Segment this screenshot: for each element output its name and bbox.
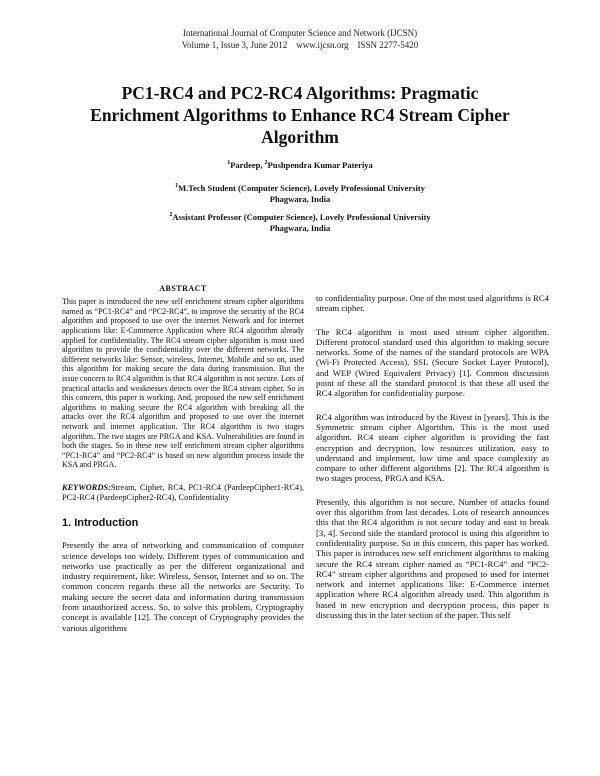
aff2-line1: Assistant Professor (Computer Science), Lovely Professional University (172, 211, 431, 222)
keywords-label: KEYWORDS: (62, 482, 111, 492)
journal-header (0, 27, 600, 51)
author-names (100, 158, 500, 171)
introduction-text: Presently the area of networking and communication of computer science develops too widely. Different types of communication and networks use practically as per the different organizational and industry requirement, like: Wireless, Sensor, Internet and so on. The common concern regards these all the networks are Security. To making secure the secret data and information during transmission from unauthorized access. So, to solve this problem, Cryptography concept is available [12]. The concept of Cryptography provides the various algorithms (62, 540, 304, 633)
left-column (62, 284, 304, 633)
introduction-heading: 1. Introduction (62, 516, 139, 529)
abstract-heading: ABSTRACT (159, 284, 207, 293)
affiliation-1 (100, 181, 500, 205)
aff2-sup: 2 (169, 212, 173, 218)
keywords-text: Stream, Cipher, RC4, PC1-RC4 (PardeepCipher1-RC4), PC2-RC4 (PardeepCipher2-RC4), Confidentiality (62, 482, 304, 503)
affiliation-2 (100, 210, 500, 234)
paragraph: Presently, this algorithm is not secure. Number of attacks found over this algorithm from last decades. Lots of research announces this that the RC4 algorithm is not secure today and east to break [3, 4]. Second side the standard protocol is using this algorithm to confidentiality purpose. So in this concern, this paper has worked. This paper is introduces new self enrichment algorithms to making secure the RC4 stream cipher named as “PC1-RC4” and “PC2-RC4” stream cipher algorithms and proposed to used for internet network and internet applications like: E-Commerce internet application where RC4 algorithm already used. This algorithm is based in new encryption and decryption process, this paper is discussing this in the later section of the paper. This self (316, 496, 549, 621)
aff2-line2: Phagwara, India (269, 222, 331, 233)
abstract-text: This paper is introduced the new self enrichment stream cipher algorithms named as “PC1-RC4” and “PC2-RC4”, to improve the security of the RC4 algorithm and proposed to use over the internet Network and for internet applications like: E-Commerce Application where RC4 algorithm already applied for confidentiality. The RC4 stream cipher algorithm is most used algorithm to provide the confidentiality over the different networks. The different networks like: Sensor, wireless, Internet, Mobile and so on, used this algorithm for making secure the data during transmission. But the issue concern to RC4 algorithm is that RC4 algorithm is not secure. Lots of practical attacks and weaknesses detects over the RC4 stream cipher. So in this concern, this paper is working. And, proposed the new self enrichment algorithms to making secure the RC4 algorithm with breaking all the attacks over the RC4 algorithm and proposed to use over the internet network and internet application. The RC4 algorithm is two stages algorithm. The two stages are PRGA and KSA. Vulnerabilities are found in both the stages. So in these new self enrichment stream cipher algorithms “PC1-RC4” and “PC2-RC4” is based on new algorithm process inside the KSA and PRGA. (62, 297, 304, 470)
author1-name: Pardeep, (230, 159, 265, 170)
paper-title: PC1-RC4 and PC2-RC4 Algorithms: Pragmatic Enrichment Algorithms to Enhance RC4 Stream Cipher Algorithm (90, 83, 510, 147)
keywords (62, 483, 304, 504)
author2-name: Pushpendra Kumar Pateriya (267, 159, 373, 170)
journal-name: International Journal of Computer Science and Network (IJCSN) (182, 28, 418, 38)
journal-issue-info: Volume 1, Issue 3, June 2012 www.ijcsn.org ISSN 2277-5420 (181, 40, 419, 50)
right-column (316, 293, 549, 633)
aff1-line1: M.Tech Student (Computer Science), Lovely Professional University (178, 182, 425, 193)
aff1-line2: Phagwara, India (269, 193, 331, 204)
author2-sup: 2 (264, 160, 268, 166)
author1-sup: 1 (227, 160, 231, 166)
paragraph: to confidentiality purpose. One of the most used algorithms is RC4 stream cipher. (316, 293, 549, 314)
paragraph: RC4 algorithm was introduced by the Rivest in [years]. This is the Symmetric stream cipher Algorithm. This is the most used algorithm. RC4 steam cipher algorithm is providing the fast encryption and decryption, low resources utilization, easy to understand and implement, low time and space complexity as compare to other different algorithms [2]. The RC4 algorithm is two stages process, PRGA and KSA. (316, 411, 549, 484)
paragraph: The RC4 algorithm is most used stream cipher algorithm. Different protocol standard used this algorithm to making secure networks. Some of the names of the standard protocols are WPA (Wi-Fi Protected Access), SSL (Secure Socket Layer Protocol), and WEP (Wired Equivalent Privacy) [1]. Common discussion point of these all the standard protocol is that these all used the RC4 algorithm for confidentiality purpose. (316, 326, 549, 399)
aff1-sup: 1 (175, 183, 179, 189)
